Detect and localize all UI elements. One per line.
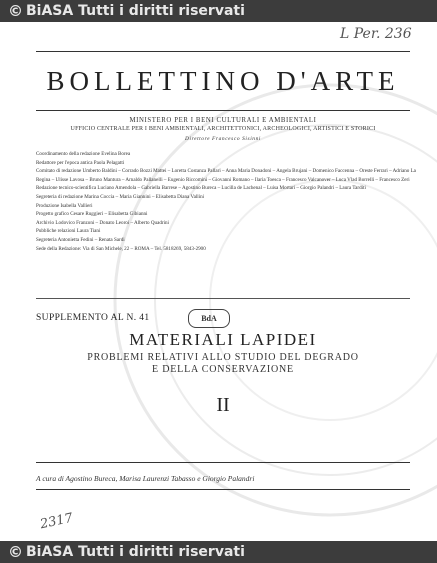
office-line: UFFICIO CENTRALE PER I BENI AMBIENTALI, ARCHITETTONICI, ARCHEOLOGICI, ARTISTICI E STORICI (70, 126, 376, 132)
watermark-text: BiASA Tutti i diritti riservati (26, 3, 245, 19)
title-rule (36, 110, 410, 111)
bottom-rule-lower (36, 489, 410, 490)
watermark-bar-top: © BiASA Tutti i diritti riservati (0, 0, 437, 22)
credits-rule (36, 298, 410, 299)
credit-redattore: Redattore per l'epoca antica Paola Pelagatti (36, 159, 125, 166)
credit-segreteria-redazione: Segreteria di redazione Marina Coccia – Maria Giannini – Elisabetta Diana Vallini (36, 193, 205, 200)
watermark-bar-bottom: © BiASA Tutti i diritti riservati (0, 541, 437, 563)
journal-title: BOLLETTINO D'ARTE (46, 66, 400, 96)
director-line: Direttore Francesco Sisinni (185, 136, 261, 142)
work-title: MATERIALI LAPIDEI (129, 330, 317, 349)
handwritten-shelfmark: L Per. 236 (340, 26, 412, 42)
ministry-line: MINISTERO PER I BENI CULTURALI E AMBIENTALI (129, 117, 317, 124)
editorial-credits (36, 150, 416, 253)
credit-segreteria: Segreteria Antonietta Fedini – Renata Sardi (36, 236, 125, 243)
top-rule (36, 51, 410, 52)
credit-progetto-grafico: Progetto grafico Cesare Ruggieri – Elisabetta Gibianni (36, 211, 148, 218)
curators-line: A cura di Agostino Bureca, Marisa Laurenzi Tabasso e Giorgio Palandri (36, 474, 255, 483)
volume-number: II (216, 394, 230, 416)
credit-sede: Sede della Redazione: Via di San Michele, 22 – ROMA – Tel. 5818269, 5843-2900 (36, 245, 206, 252)
credit-redazione-tecnica: Redazione tecnico-scientifica Luciano Amendola – Gabriella Barrese – Agostino Bureca – Lucilla de Lachenal – Luisa Mortari – Giorgio Palandri – Laura Tarditi (36, 185, 366, 192)
handwritten-note: 2317 (38, 510, 75, 533)
credit-comitato: Comitato di redazione Umberto Baldini – Corrado Bozzi Mattei – Loretta Costanza Pallari – Anna Maria Donadoni – Angela Brujani – Domenico Faccenna – Oreste Ferrari – Adriano La Regina – Ulisse Lavosa – Bruno Mantura – Arnaldo Pallanelli – Eugenio Riccomini – Giovanni Romano – Ilaria Toesca – Francesco Valcanover – Luca Vlad Borrelli – Francesco Zeri (36, 168, 416, 183)
credit-pubbliche-relazioni: Pubbliche relazioni Laura Tiani (36, 228, 101, 235)
supplement-label: SUPPLEMENTO AL N. 41 (36, 313, 150, 323)
bottom-rule-upper (36, 462, 410, 463)
journal-logo: BdA (188, 309, 230, 328)
credit-produzione: Produzione Isabella Vallieri (36, 202, 93, 209)
credit-archivio: Archivio Lodovico Franzoni – Donato Leoroi – Alberto Quadrini (36, 219, 169, 226)
work-subtitle-line2: E DELLA CONSERVAZIONE (152, 364, 294, 375)
credit-coordinamento: Coordinamento della redazione Evelina Borea (36, 151, 131, 157)
watermark-text-bottom: BiASA Tutti i diritti riservati (26, 544, 245, 560)
work-subtitle-line1: PROBLEMI RELATIVI ALLO STUDIO DEL DEGRADO (87, 352, 359, 363)
